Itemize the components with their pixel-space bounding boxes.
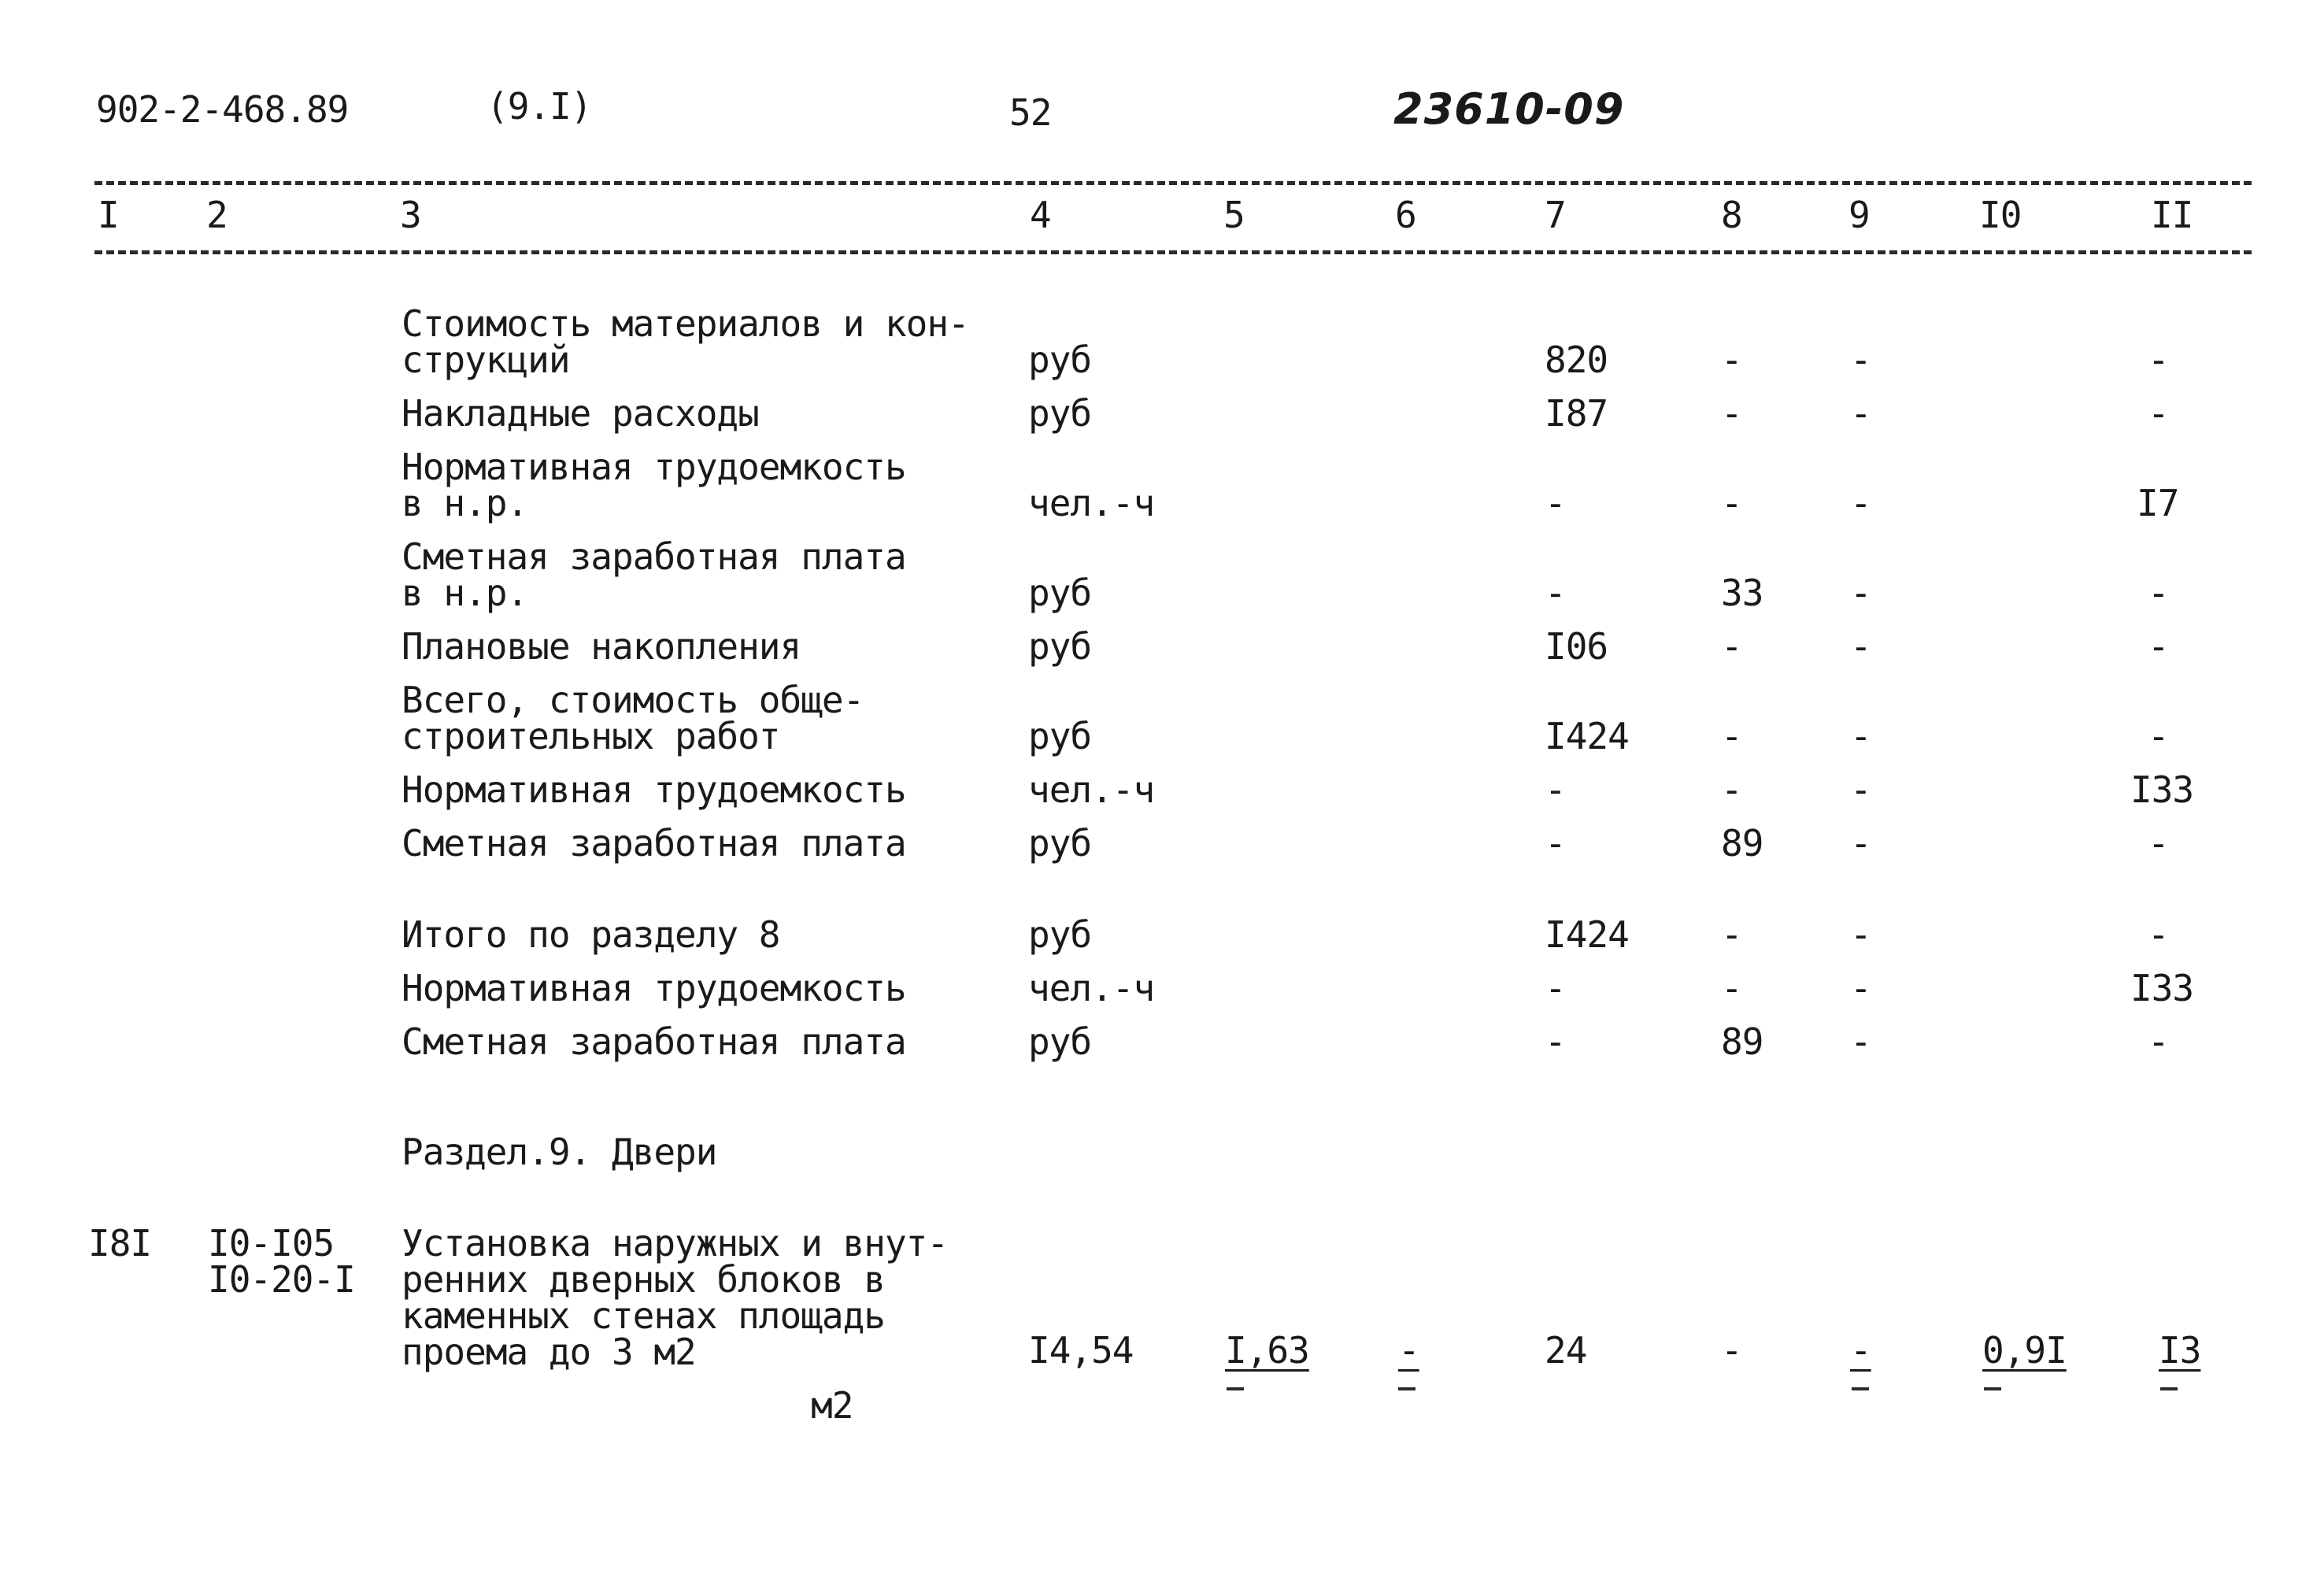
total-2-col9: - (1850, 1020, 1871, 1063)
total-1-col9: - (1850, 967, 1871, 1009)
row-1-col8: - (1721, 392, 1742, 435)
row-4-unit: руб (1028, 625, 1092, 668)
item-col7: 24 (1545, 1329, 1587, 1372)
row-6-col7: - (1545, 768, 1566, 811)
item-col4: I4,54 (1028, 1329, 1134, 1372)
row-5-col9: - (1850, 715, 1871, 757)
row-1-unit: руб (1028, 392, 1092, 435)
fraction-mark (2160, 1387, 2178, 1390)
row-6-col11: I33 (2130, 768, 2194, 811)
total-2-col8: 89 (1721, 1020, 1763, 1063)
header-top-rule (94, 181, 2252, 185)
row-4-col7: I06 (1545, 625, 1608, 668)
row-0-col11: - (2148, 339, 2169, 381)
row-3-name: Сметная заработная плата в н.р. (402, 535, 906, 614)
total-2-unit: руб (1028, 1020, 1092, 1063)
row-2-col7: - (1545, 482, 1566, 524)
row-5-col11: - (2148, 715, 2169, 757)
row-1-col9: - (1850, 392, 1871, 435)
total-1-unit: чел.-ч (1028, 967, 1155, 1009)
row-0-col7: 820 (1545, 339, 1608, 381)
item-col11: I3 (2159, 1329, 2201, 1372)
row-5-unit: руб (1028, 715, 1092, 757)
col-header-5: 5 (1223, 194, 1245, 236)
row-7-col7: - (1545, 822, 1566, 865)
row-5-col8: - (1721, 715, 1742, 757)
total-1-col11: I33 (2130, 967, 2194, 1009)
total-0-col9: - (1850, 913, 1871, 956)
col-header-3: 3 (400, 194, 421, 236)
total-2-col11: - (2148, 1020, 2169, 1063)
header-bottom-rule (94, 250, 2252, 254)
row-3-col9: - (1850, 572, 1871, 614)
item-col6: - (1398, 1329, 1419, 1372)
row-7-unit: руб (1028, 822, 1092, 865)
row-2-col8: - (1721, 482, 1742, 524)
archive-number: 23610-09 (1393, 84, 1625, 134)
total-1-name: Нормативная трудоемкость (402, 967, 906, 1009)
row-0-col8: - (1721, 339, 1742, 381)
row-3-unit: руб (1028, 572, 1092, 614)
total-0-col8: - (1721, 913, 1742, 956)
item-col5: I,63 (1225, 1329, 1309, 1372)
row-4-name: Плановые накопления (402, 625, 801, 668)
row-4-col8: - (1721, 625, 1742, 668)
row-7-col11: - (2148, 822, 2169, 865)
item-col9: - (1850, 1329, 1871, 1372)
row-6-name: Нормативная трудоемкость (402, 768, 906, 811)
row-0-col9: - (1850, 339, 1871, 381)
document-code: 902-2-468.89 (96, 88, 349, 131)
fraction-mark (1227, 1387, 1244, 1390)
row-1-name: Накладные расходы (402, 392, 759, 435)
row-6-unit: чел.-ч (1028, 768, 1155, 811)
row-0-name: Стоимость материалов и кон- струкций (402, 302, 969, 381)
total-1-col7: - (1545, 967, 1566, 1009)
row-7-name: Сметная заработная плата (402, 822, 906, 865)
total-0-col7: I424 (1545, 913, 1629, 956)
row-1-col11: - (2148, 392, 2169, 435)
row-2-name: Нормативная трудоемкость в н.р. (402, 446, 906, 524)
total-1-col8: - (1721, 967, 1742, 1009)
col-header-7: 7 (1545, 194, 1566, 236)
row-3-col7: - (1545, 572, 1566, 614)
fraction-mark (1852, 1387, 1869, 1390)
total-2-col7: - (1545, 1020, 1566, 1063)
row-4-col11: - (2148, 625, 2169, 668)
col-header-4: 4 (1030, 194, 1051, 236)
row-5-col7: I424 (1545, 715, 1629, 757)
total-0-col11: - (2148, 913, 2169, 956)
row-0-unit: руб (1028, 339, 1092, 381)
col-header-2: 2 (206, 194, 228, 236)
row-3-col8: 33 (1721, 572, 1763, 614)
col-header-9: 9 (1848, 194, 1870, 236)
row-4-col9: - (1850, 625, 1871, 668)
row-2-unit: чел.-ч (1028, 482, 1155, 524)
col-header-10: I0 (1979, 194, 2022, 236)
section-title: Раздел.9. Двери (402, 1131, 717, 1173)
section-reference: (9.I) (487, 85, 592, 128)
col-header-1: I (98, 194, 119, 236)
row-7-col9: - (1850, 822, 1871, 865)
total-2-name: Сметная заработная плата (402, 1020, 906, 1063)
row-6-col9: - (1850, 768, 1871, 811)
item-col10: 0,9I (1982, 1329, 2067, 1372)
item-unit: м2 (811, 1384, 853, 1427)
row-2-col11: I7 (2137, 482, 2179, 524)
item-name: Установка наружных и внут- ренних дверных блоков в каменных стенах площадь проема до 3 м2 (402, 1222, 949, 1373)
row-3-col11: - (2148, 572, 2169, 614)
item-code: I0-I05 I0-20-I (208, 1222, 355, 1301)
col-header-11: II (2151, 194, 2193, 236)
item-col8: - (1721, 1329, 1742, 1372)
page-number: 52 (1009, 91, 1052, 134)
fraction-mark (1984, 1387, 2001, 1390)
total-0-unit: руб (1028, 913, 1092, 956)
row-5-name: Всего, стоимость обще- строительных работ (402, 679, 864, 757)
item-number: I8I (88, 1222, 152, 1264)
row-2-col9: - (1850, 482, 1871, 524)
col-header-8: 8 (1721, 194, 1742, 236)
row-6-col8: - (1721, 768, 1742, 811)
col-header-6: 6 (1395, 194, 1416, 236)
total-0-name: Итого по разделу 8 (402, 913, 780, 956)
row-7-col8: 89 (1721, 822, 1763, 865)
fraction-mark (1398, 1387, 1415, 1390)
row-1-col7: I87 (1545, 392, 1608, 435)
